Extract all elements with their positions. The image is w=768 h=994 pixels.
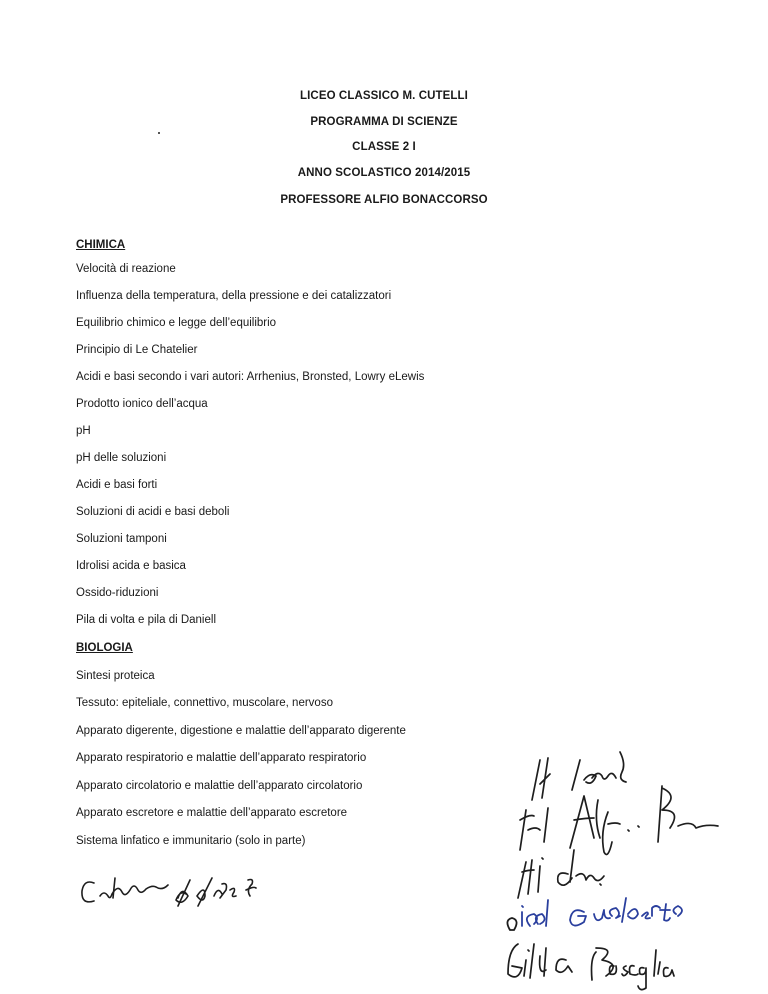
section-title-chimica: CHIMICA [76,239,126,251]
list-item: Apparato respiratorio e malattie dell’apparato respiratorio [76,752,367,764]
school-name: LICEO CLASSICO M. CUTELLI [300,90,468,102]
list-item: Acidi e basi secondo i vari autori: Arrhenius, Bronsted, Lowry eLewis [76,371,425,383]
school-year: ANNO SCOLASTICO 2014/2015 [297,167,471,179]
list-item: Acidi e basi forti [76,479,158,491]
list-item: Apparato circolatorio e malattie dell’apparato circolatorio [76,780,363,792]
list-item: Influenza della temperatura, della pressione e dei catalizzatori [76,290,392,302]
list-item: Sistema linfatico e immunitario (solo in parte) [76,835,306,847]
list-item: Apparato escretore e malattie dell’apparato escretore [76,807,348,819]
list-item: pH delle soluzioni [76,452,167,464]
signature-nicol-gualberto [507,898,682,930]
list-item: Principio di Le Chatelier [76,344,198,356]
program-title: PROGRAMMA DI SCIENZE [310,116,458,128]
list-item: Sintesi proteica [76,670,155,682]
list-item: Prodotto ionico dell’acqua [76,398,208,410]
handwritten-date [82,878,256,906]
signature-giulia-boscaglia [508,944,674,990]
list-item: Equilibrio chimico e legge dell’equilibrio [76,317,277,329]
signature-alunni-line [518,850,604,898]
signature-professor [520,786,718,854]
list-item: Idrolisi acida e basica [76,560,186,572]
list-item: pH [76,425,91,437]
list-item: Soluzioni tamponi [76,533,167,545]
list-item: Velocità di reazione [76,263,176,275]
list-item: Tessuto: epiteliale, connettivo, muscolare, nervoso [76,697,333,709]
class-label: CLASSE 2 I [352,141,416,153]
list-item: Soluzioni di acidi e basi deboli [76,506,230,518]
list-item: Ossido-riduzioni [76,587,159,599]
list-item: Pila di volta e pila di Daniell [76,614,216,626]
list-item: Apparato digerente, digestione e malattie dell’apparato digerente [76,725,406,737]
section-title-biologia: BIOLOGIA [76,642,133,654]
professor-name: PROFESSORE ALFIO BONACCORSO [280,194,488,206]
signature-gli-alunni [532,752,626,800]
